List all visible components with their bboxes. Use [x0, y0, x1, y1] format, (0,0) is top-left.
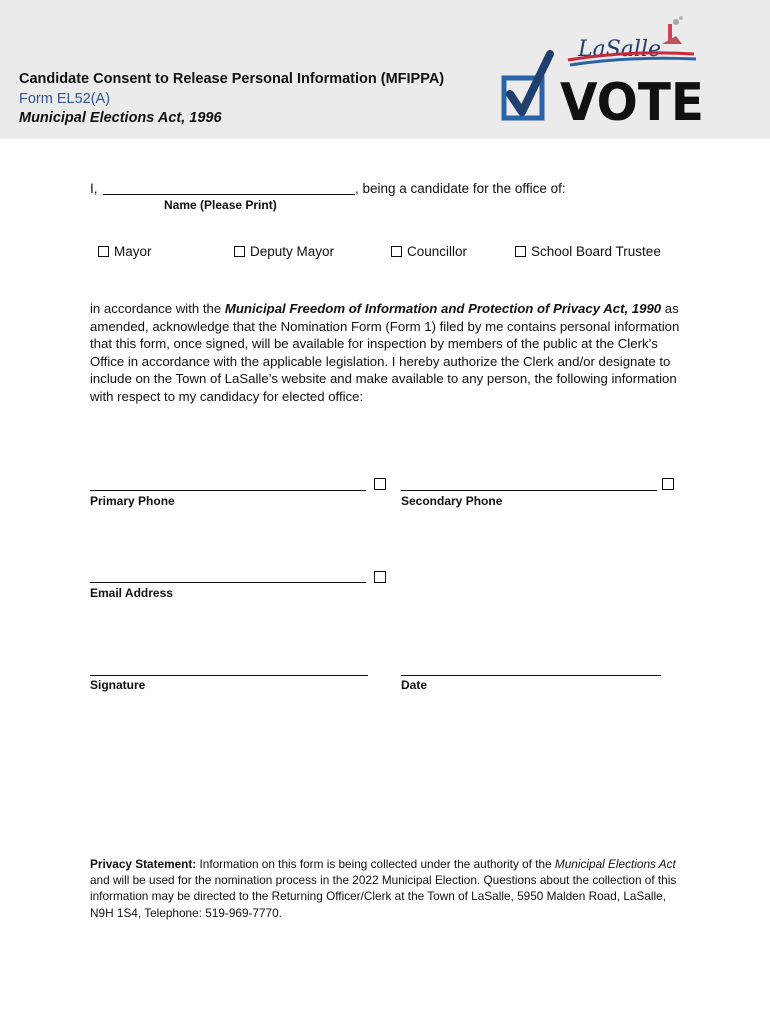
primary-phone-line[interactable]	[90, 490, 366, 491]
secondary-phone-label: Secondary Phone	[401, 494, 503, 508]
intro-suffix: , being a candidate for the office of:	[355, 181, 566, 196]
office-option-deputy-mayor[interactable]: Deputy Mayor	[234, 244, 334, 259]
document-header	[0, 0, 770, 139]
lasalle-vote-logo	[498, 14, 708, 126]
logo-vote-text: VOTE	[560, 73, 704, 126]
office-option-school-board-trustee[interactable]: School Board Trustee	[515, 244, 661, 259]
privacy-heading: Privacy Statement:	[90, 857, 197, 871]
date-line[interactable]	[401, 675, 661, 676]
email-label: Email Address	[90, 586, 173, 600]
checkbox-icon[interactable]	[515, 246, 526, 257]
primary-phone-consent-checkbox[interactable]	[374, 478, 386, 490]
form-title: Candidate Consent to Release Personal Information (MFIPPA)	[19, 71, 445, 87]
name-input-line[interactable]	[103, 194, 355, 195]
checkbox-icon[interactable]	[234, 246, 245, 257]
email-line[interactable]	[90, 582, 366, 583]
name-label: Name (Please Print)	[164, 198, 277, 212]
form-number: Form EL52(A)	[19, 91, 111, 107]
date-label: Date	[401, 678, 428, 692]
intro-prefix: I,	[90, 181, 98, 196]
secondary-phone-line[interactable]	[401, 490, 657, 491]
mfippa-act-name: Municipal Freedom of Information and Protection of Privacy Act, 1990	[224, 301, 662, 316]
office-option-mayor[interactable]: Mayor	[98, 244, 152, 259]
lighthouse-icon	[662, 16, 683, 44]
secondary-phone-consent-checkbox[interactable]	[662, 478, 674, 490]
logo-script-text: LaSalle	[578, 37, 662, 62]
signature-line[interactable]	[90, 675, 368, 676]
checkbox-icon[interactable]	[98, 246, 109, 257]
consent-paragraph: in accordance with the Municipal Freedom of Information and Protection of Privacy Act, 1990 as amended, acknowledge that the Nomination Form (Form 1) filed by me contains personal information that this form, once signed, will be available for inspection by members of the public at the Clerk’s Office in accordance with the applicable legislation. I hereby authorize the Clerk and/or designate to include on the Town of LaSalle’s website and make available to any person, the following information with respect to my candidacy for elected office:	[90, 301, 680, 404]
email-consent-checkbox[interactable]	[374, 571, 386, 583]
privacy-statement: Privacy Statement: Information on this form is being collected under the authority of the Municipal Elections Act and will be used for the nomination process in the 2022 Municipal Election. Questions about the collection of this information may be directed to the Returning Officer/Clerk at the Town of LaSalle, 5950 Malden Road, LaSalle, N9H 1S4, Telephone: 519-969-7770.	[90, 857, 677, 920]
checkbox-icon[interactable]	[391, 246, 402, 257]
signature-label: Signature	[90, 678, 146, 692]
primary-phone-label: Primary Phone	[90, 494, 175, 508]
act-name: Municipal Elections Act, 1996	[19, 110, 222, 126]
office-option-councillor[interactable]: Councillor	[391, 244, 467, 259]
